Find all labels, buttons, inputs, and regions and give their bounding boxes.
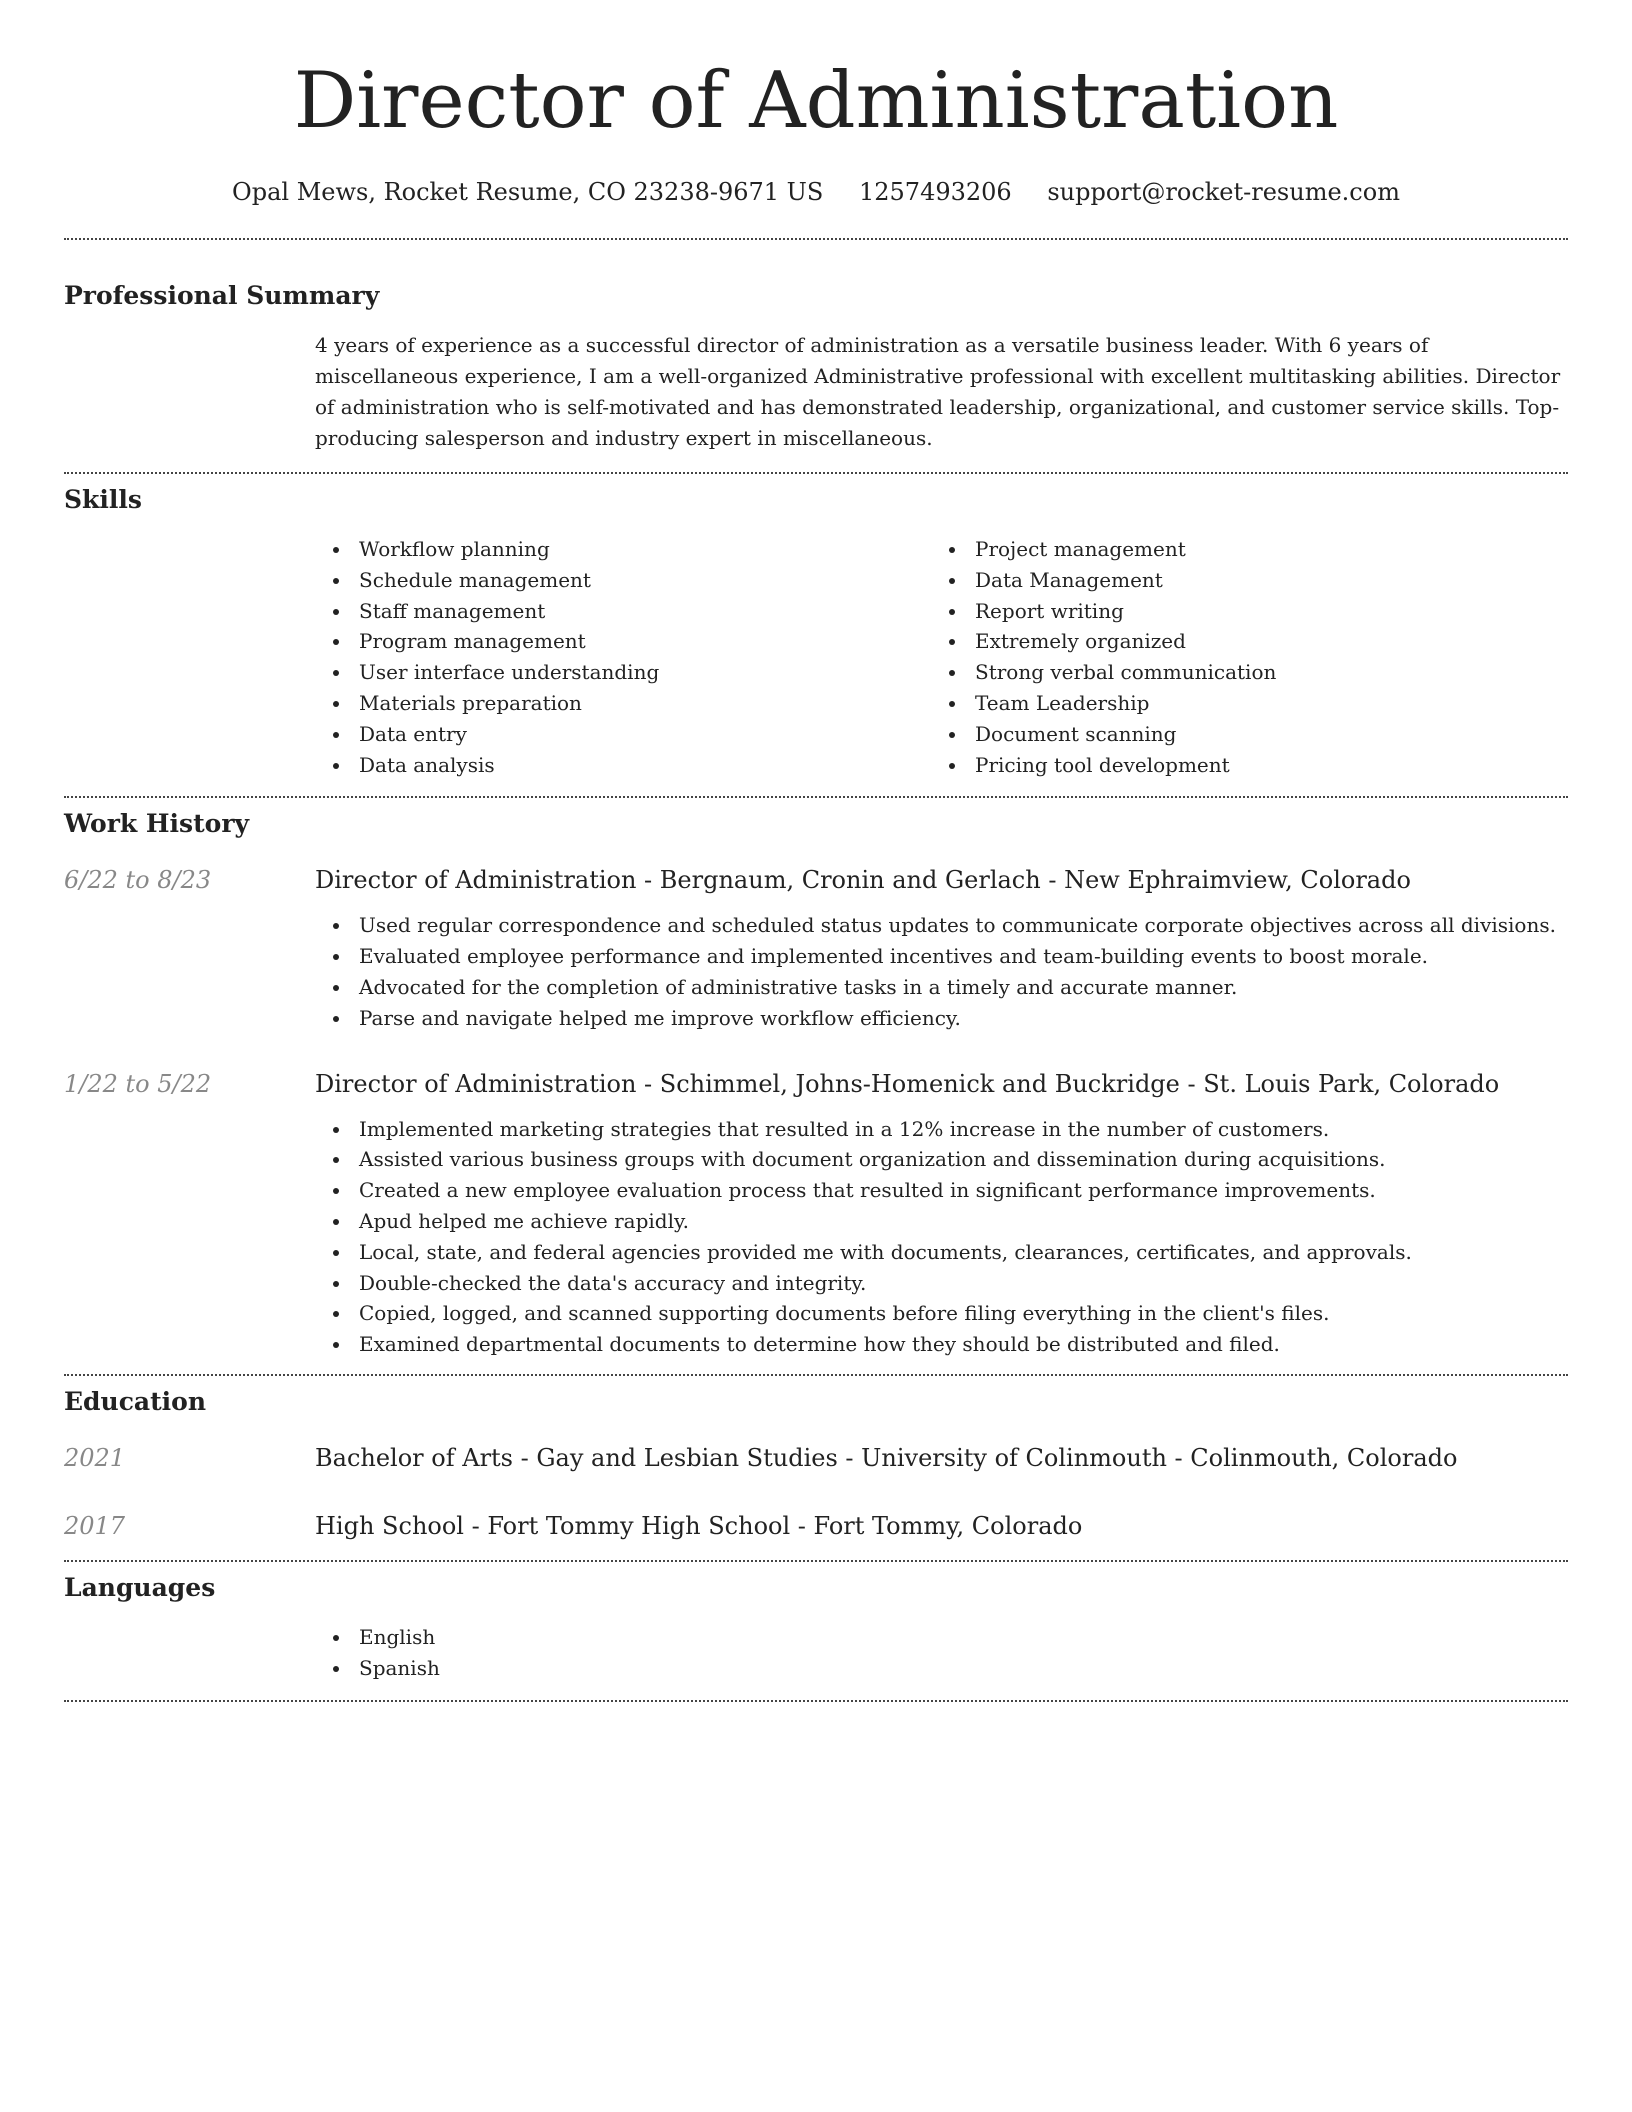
summary-section [64,280,1568,454]
job-bullet: Copied, logged, and scanned supporting documents before filing everything in the client's files. [315,1298,1568,1329]
candidate-title: Director of Administration [293,56,1339,146]
job-bullets [315,910,1568,1033]
skills-heading: Skills [64,485,142,514]
education-section [64,1386,1568,1542]
contact-phone: 1257493206 [858,178,1012,206]
divider [64,238,1568,240]
education-line: High School - Fort Tommy High School - Fort Tommy, Colorado [315,1511,1083,1540]
contact-address: Opal Mews, Rocket Resume, CO 23238-9671 US [232,178,824,206]
summary-heading: Professional Summary [64,281,380,310]
divider [64,472,1568,474]
job-bullet: Assisted various business groups with document organization and dissemination during acquisitions. [315,1144,1568,1175]
job-bullet: Examined departmental documents to determine how they should be distributed and filed. [315,1329,1568,1360]
skill-item: Staff management [315,596,931,627]
skill-item: Data analysis [315,750,931,781]
job-dates: 1/22 to 5/22 [64,1069,212,1098]
skill-item: Extremely organized [931,626,1547,657]
language-item: English [315,1622,1568,1653]
job-bullet: Used regular correspondence and scheduled status updates to communicate corporate objectives across all divisions. [315,910,1568,941]
languages-list [315,1622,1568,1684]
job-title-line: Director of Administration - Schimmel, Johns-Homenick and Buckridge - St. Louis Park, Colorado [315,1069,1500,1098]
divider [64,1374,1568,1376]
divider [64,796,1568,798]
job-dates: 6/22 to 8/23 [64,866,212,895]
job-bullet: Created a new employee evaluation process that resulted in significant performance improvements. [315,1175,1568,1206]
skill-item: Team Leadership [931,688,1547,719]
education-entry [64,1510,1568,1542]
skill-item: Document scanning [931,719,1547,750]
skills-list-right [931,534,1547,780]
skill-item: Schedule management [315,565,931,596]
job-bullets [315,1114,1568,1360]
education-heading: Education [64,1386,207,1416]
education-entry [64,1442,1568,1474]
skill-item: Strong verbal communication [931,657,1547,688]
contact-email: support@rocket-resume.com [1047,178,1400,206]
skill-item: Data entry [315,719,931,750]
contact-line [64,176,1568,208]
skill-item: Materials preparation [315,688,931,719]
summary-text: 4 years of experience as a successful director of administration as a versatile business leader. With 6 years of miscellaneous experience, I am a well-organized Administrative professional with excellent multitasking abilities. Director of administration who is self-motivated and has demonstrated leadership, organizational, and customer service skills. Top-producing salesperson and industry expert in miscellaneous. [315,333,1561,450]
skills-section [64,484,1568,780]
work-history-heading: Work History [64,809,250,839]
job-title-line: Director of Administration - Bergnaum, Cronin and Gerlach - New Ephraimview, Colorado [315,866,1411,895]
education-year: 2017 [64,1511,126,1540]
job-bullet: Apud helped me achieve rapidly. [315,1206,1568,1237]
job-entry [64,1068,1568,1360]
job-bullet: Double-checked the data's accuracy and integrity. [315,1268,1568,1299]
skill-item: User interface understanding [315,657,931,688]
skill-item: Pricing tool development [931,750,1547,781]
job-bullet: Evaluated employee performance and implemented incentives and team-building events to boost morale. [315,941,1568,972]
divider [64,1700,1568,1702]
skill-item: Data Management [931,565,1547,596]
divider [64,1560,1568,1562]
job-bullet: Local, state, and federal agencies provided me with documents, clearances, certificates, and approvals. [315,1237,1568,1268]
resume-header [64,0,1568,208]
language-item: Spanish [315,1653,1568,1684]
job-bullet: Parse and navigate helped me improve workflow efficiency. [315,1003,1568,1034]
languages-heading: Languages [64,1572,216,1602]
education-line: Bachelor of Arts - Gay and Lesbian Studies - University of Colinmouth - Colinmouth, Colorado [315,1443,1458,1472]
job-bullet: Advocated for the completion of administrative tasks in a timely and accurate manner. [315,972,1568,1003]
skill-item: Project management [931,534,1547,565]
languages-section [64,1572,1568,1684]
skills-list-left [315,534,931,780]
education-year: 2021 [64,1443,126,1472]
job-bullet: Implemented marketing strategies that resulted in a 12% increase in the number of customers. [315,1114,1568,1145]
skill-item: Workflow planning [315,534,931,565]
work-history-section [64,808,1568,1360]
skill-item: Report writing [931,596,1547,627]
job-entry [64,864,1568,1033]
skill-item: Program management [315,626,931,657]
